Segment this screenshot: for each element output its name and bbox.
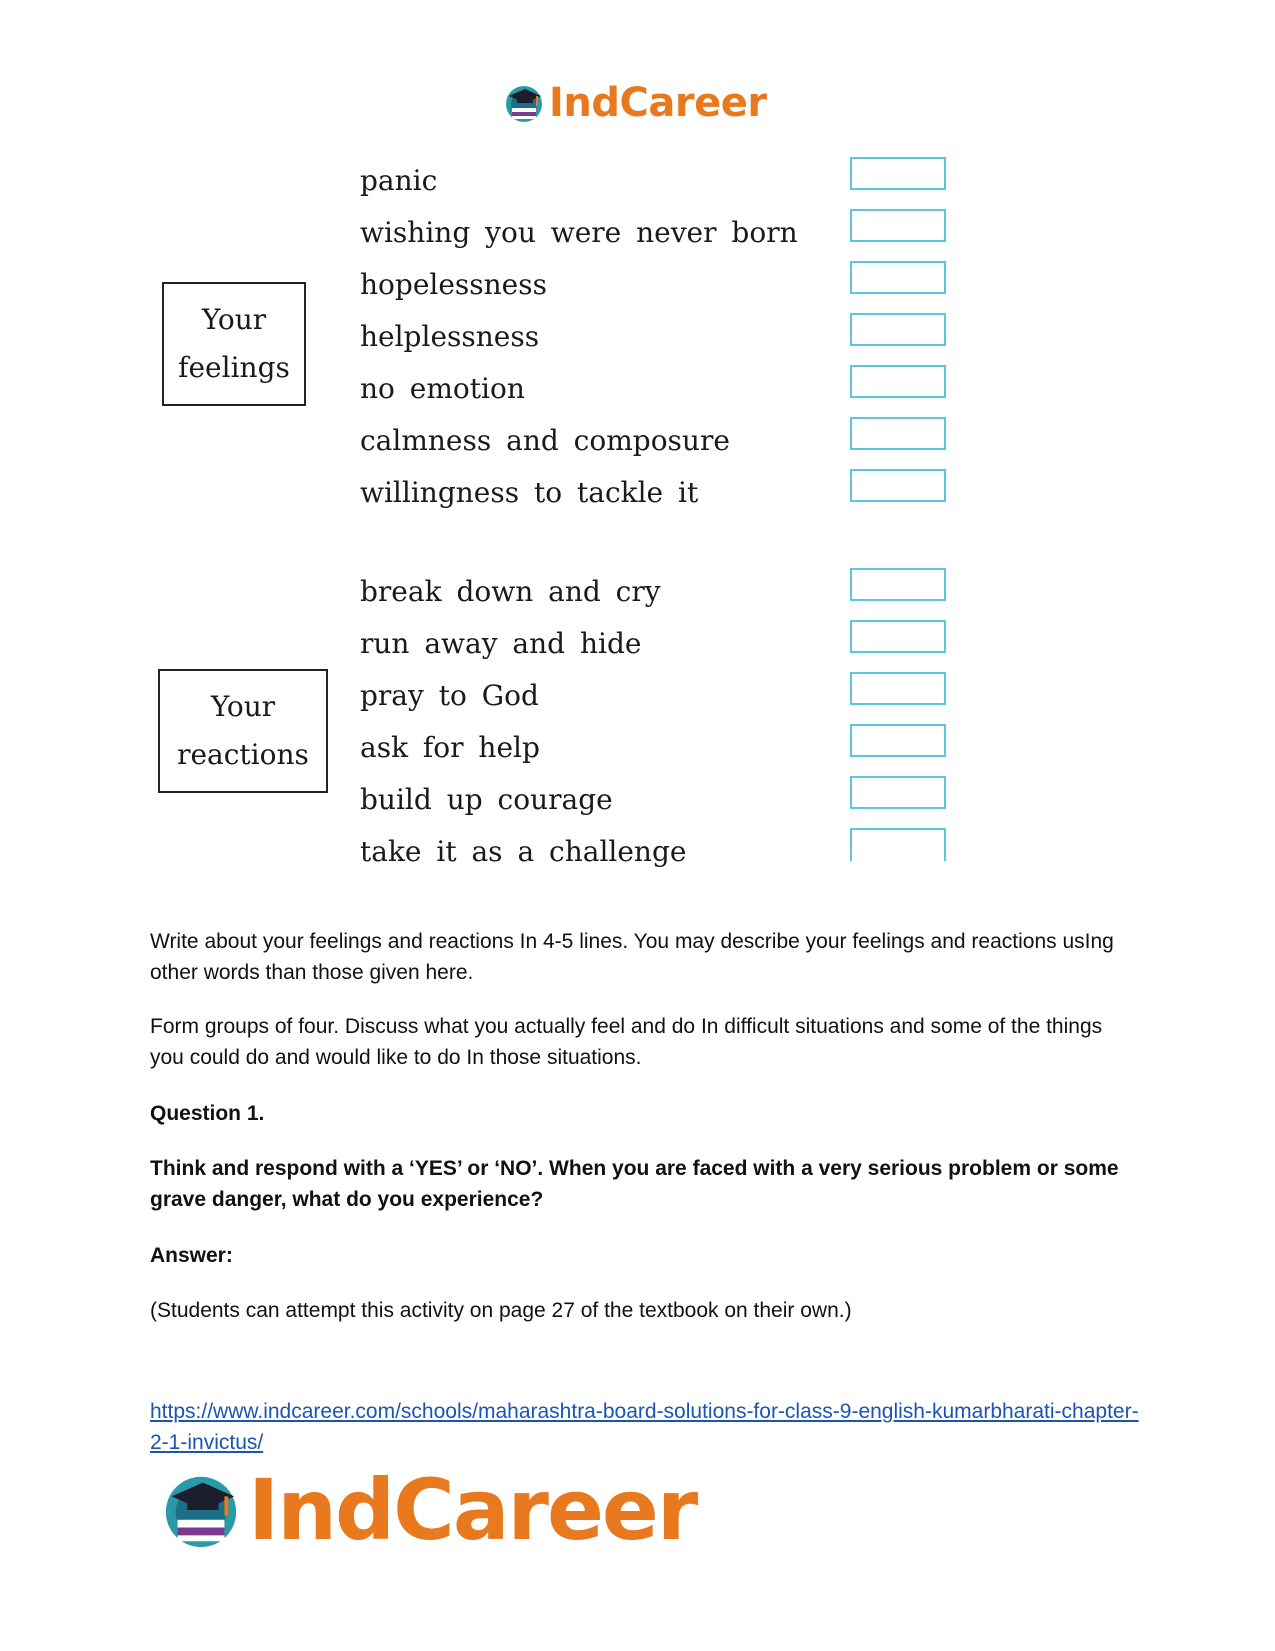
feeling-item: no emotion xyxy=(360,372,525,405)
reaction-checkbox[interactable] xyxy=(850,828,946,861)
answer-text: (Students can attempt this activity on page 27 of the textbook on their own.) xyxy=(150,1299,852,1322)
indcareer-logo-bottom xyxy=(160,1461,697,1559)
feeling-item: willingness to tackle it xyxy=(360,476,699,509)
reaction-checkbox[interactable] xyxy=(850,776,946,809)
reaction-item: build up courage xyxy=(360,783,613,816)
feeling-checkbox[interactable] xyxy=(850,209,946,242)
feeling-item: wishing you were never born xyxy=(360,216,798,249)
reaction-item: run away and hide xyxy=(360,627,642,660)
feeling-checkbox[interactable] xyxy=(850,365,946,398)
reactions-label-box xyxy=(158,669,328,793)
feelings-label-line-2: feelings xyxy=(178,351,290,384)
instruction-paragraph-2: Form groups of four. Discuss what you actually feel and do In difficult situations and some of the things you could do and would like to do In those situations. xyxy=(150,1015,1103,1069)
reaction-checkbox[interactable] xyxy=(850,620,946,653)
feeling-checkbox[interactable] xyxy=(850,157,946,190)
feeling-checkbox[interactable] xyxy=(850,313,946,346)
reaction-checkbox[interactable] xyxy=(850,724,946,757)
reactions-label-line-2: reactions xyxy=(177,738,309,771)
answer-heading: Answer: xyxy=(150,1244,233,1267)
reactions-label-line-1: Your xyxy=(210,690,276,723)
graduation-cap-icon xyxy=(503,82,545,124)
reaction-item: take it as a challenge xyxy=(360,835,687,868)
feeling-checkbox[interactable] xyxy=(850,417,946,450)
feeling-checkbox[interactable] xyxy=(850,261,946,294)
feeling-item: helplessness xyxy=(360,320,540,353)
reaction-item: ask for help xyxy=(360,731,540,764)
graduation-cap-icon xyxy=(160,1469,242,1551)
logo-wordmark: IndCareer xyxy=(248,1461,697,1559)
question-text: Think and respond with a ‘YES’ or ‘NO’. When you are faced with a very serious problem or some grave danger, what do you experience? xyxy=(150,1157,1119,1211)
reaction-checkbox[interactable] xyxy=(850,672,946,705)
feeling-item: calmness and composure xyxy=(360,424,730,457)
question-heading: Question 1. xyxy=(150,1102,265,1125)
reaction-checkbox[interactable] xyxy=(850,568,946,601)
feeling-item: panic xyxy=(360,164,438,197)
feelings-label-box xyxy=(162,282,306,406)
instruction-paragraph-1: Write about your feelings and reactions In 4-5 lines. You may describe your feelings and reactions usIng other words than those given here. xyxy=(150,930,1114,984)
source-link[interactable]: https://www.indcareer.com/schools/maharashtra-board-solutions-for-class-9-english-kumarbharati-chapter-2-1-invictus/ xyxy=(150,1400,1139,1454)
feeling-checkbox[interactable] xyxy=(850,469,946,502)
logo-wordmark: IndCareer xyxy=(549,80,767,126)
indcareer-logo-top xyxy=(503,78,767,128)
feelings-label-line-1: Your xyxy=(201,303,267,336)
reaction-item: break down and cry xyxy=(360,575,661,608)
feeling-item: hopelessness xyxy=(360,268,547,301)
reaction-item: pray to God xyxy=(360,679,539,712)
